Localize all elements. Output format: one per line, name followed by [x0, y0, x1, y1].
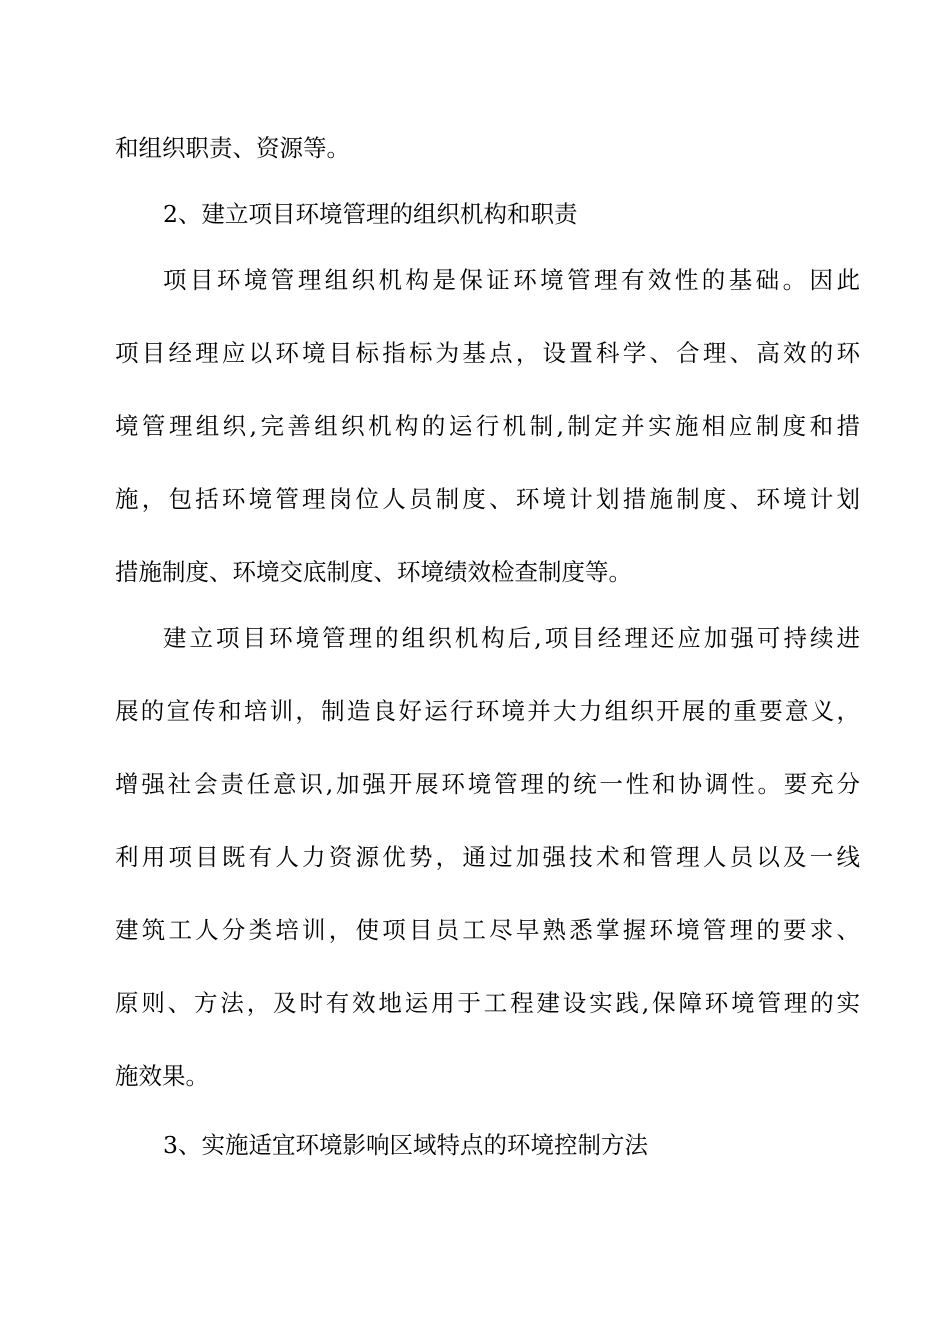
text-line: 建筑工人分类培训，使项目员工尽早熟悉掌握环境管理的要求、 [115, 916, 860, 944]
text-line: 施效果。 [115, 1062, 209, 1090]
section-heading: 2、建立项目环境管理的组织机构和职责 [163, 200, 578, 228]
text-line: 原则、方法，及时有效地运用于工程建设实践,保障环境管理的实 [115, 989, 860, 1017]
text-line: 项目经理应以环境目标指标为基点，设置科学、合理、高效的环 [115, 339, 860, 367]
text-line: 增强社会责任意识,加强开展环境管理的统一性和协调性。要充分 [115, 770, 860, 798]
text-line: 和组织职责、资源等。 [115, 134, 350, 162]
text-line: 展的宣传和培训，制造良好运行环境并大力组织开展的重要意义， [115, 697, 860, 725]
text-line: 项目环境管理组织机构是保证环境管理有效性的基础。因此 [163, 266, 860, 294]
text-line: 利用项目既有人力资源优势，通过加强技术和管理人员以及一线 [115, 843, 860, 871]
text-line: 境管理组织,完善组织机构的运行机制,制定并实施相应制度和措 [115, 412, 860, 440]
section-heading: 3、实施适宜环境影响区域特点的环境控制方法 [163, 1131, 648, 1159]
text-line: 建立项目环境管理的组织机构后,项目经理还应加强可持续进 [163, 624, 860, 652]
text-line: 措施制度、环境交底制度、环境绩效检查制度等。 [115, 558, 632, 586]
text-line: 施，包括环境管理岗位人员制度、环境计划措施制度、环境计划 [115, 485, 860, 513]
